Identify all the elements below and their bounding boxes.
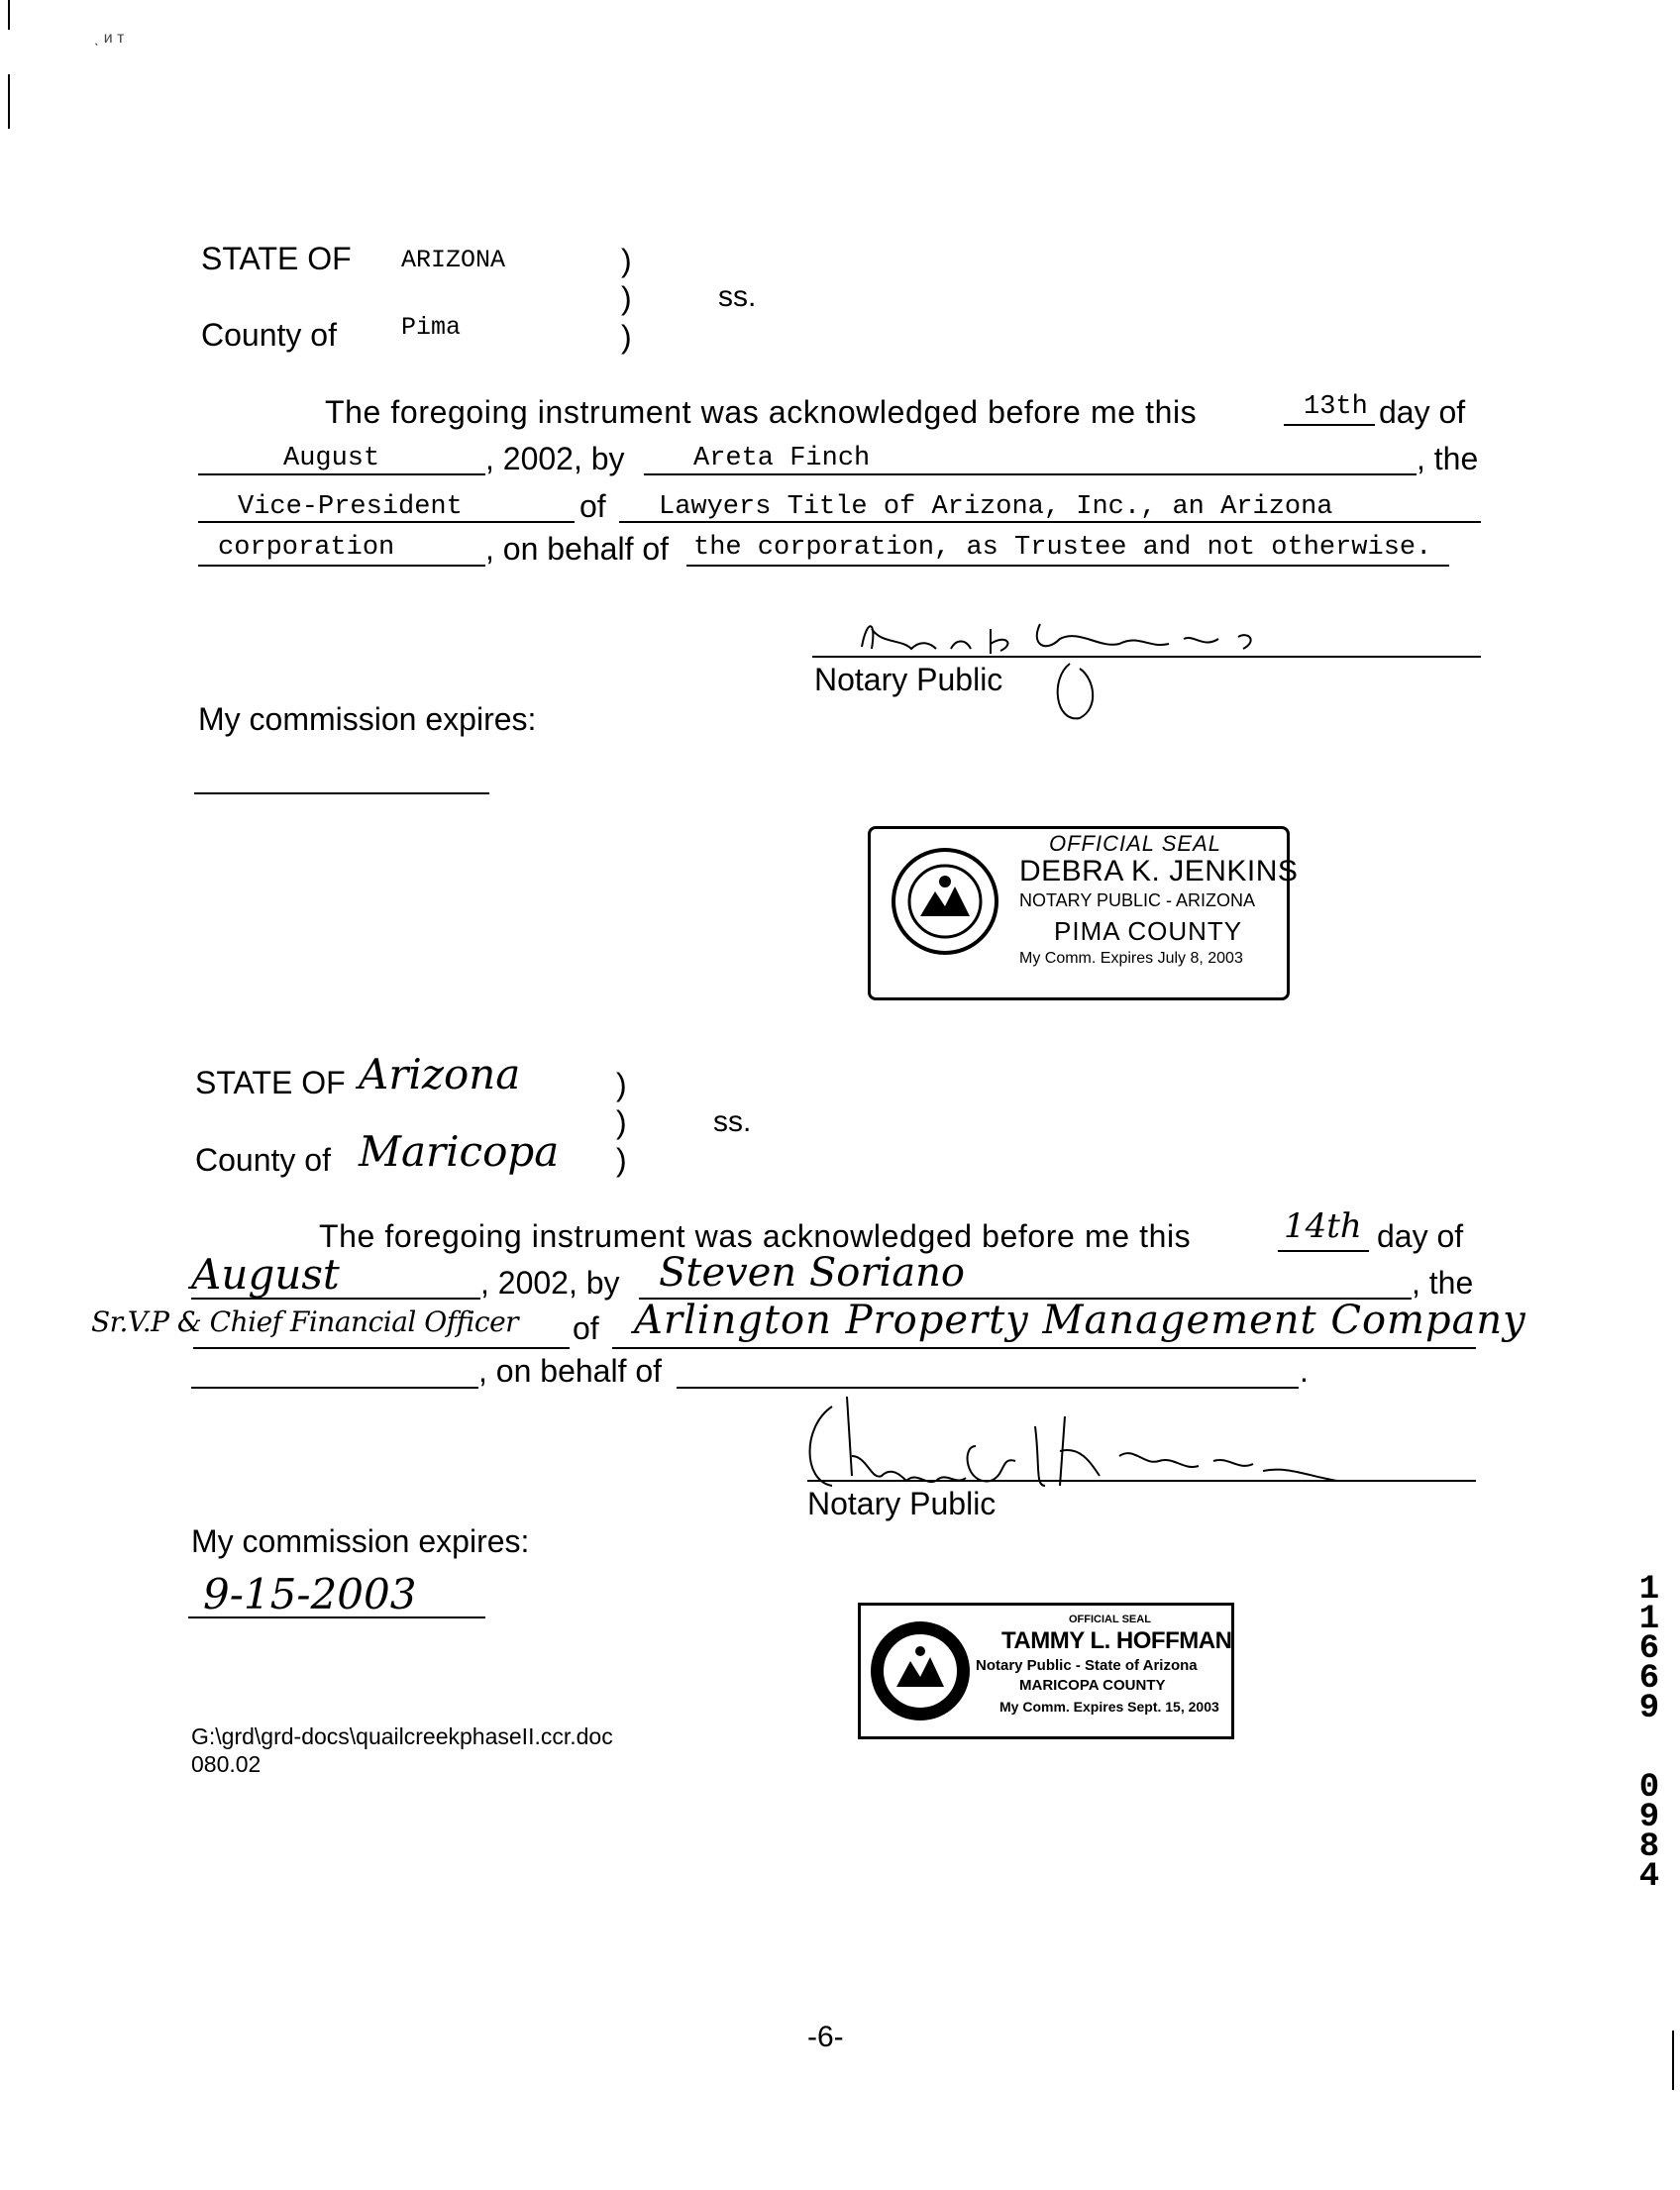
company-value: Arlington Property Management Company bbox=[634, 1298, 1526, 1343]
ack-line2-suffix: , the bbox=[1417, 441, 1479, 476]
county-label: County of bbox=[201, 317, 337, 353]
ack-line1-prefix: The foregoing instrument was acknowledged before me this bbox=[319, 1218, 1192, 1254]
recording-number-bottom: 0 9 8 4 bbox=[1638, 1769, 1660, 1896]
state-label: STATE OF bbox=[201, 241, 352, 276]
state-value: ARIZONA bbox=[401, 246, 506, 274]
official-seal-hoffman bbox=[858, 1603, 1234, 1739]
day-value: 13th bbox=[1304, 392, 1368, 422]
day-underline bbox=[1284, 424, 1375, 426]
commission-value: 9-15-2003 bbox=[203, 1570, 417, 1618]
title-value: Sr.V.P & Chief Financial Officer bbox=[91, 1305, 519, 1338]
behalf-value: the corporation, as Trustee and not otherwise. bbox=[693, 533, 1432, 563]
seal-name: DEBRA K. JENKINS bbox=[1019, 855, 1299, 887]
month-underline bbox=[198, 473, 485, 475]
notary-signature-line bbox=[812, 656, 1481, 658]
ss-label: ss. bbox=[713, 1105, 752, 1138]
behalf-underline bbox=[686, 565, 1449, 567]
seal-line: OFFICIAL SEAL bbox=[1069, 1614, 1151, 1625]
official-seal-jenkins bbox=[868, 826, 1299, 1000]
bracket: ) bbox=[621, 319, 632, 355]
state-value: Arizona bbox=[359, 1050, 521, 1098]
commission-label: My commission expires: bbox=[191, 1523, 530, 1559]
bracket: ) bbox=[616, 1067, 627, 1102]
seal-line: MARICOPA COUNTY bbox=[1019, 1677, 1166, 1694]
entity-value: corporation bbox=[218, 533, 395, 563]
seal-line: NOTARY PUBLIC - ARIZONA bbox=[1019, 890, 1256, 910]
seal-line: PIMA COUNTY bbox=[1054, 916, 1243, 946]
county-value: Maricopa bbox=[359, 1127, 560, 1176]
seal-line: OFFICIAL SEAL bbox=[1049, 831, 1221, 856]
day-value: 14th bbox=[1284, 1206, 1362, 1246]
ack-line2-suffix: , the bbox=[1412, 1265, 1474, 1301]
ack-line1-suffix: day of bbox=[1377, 1218, 1464, 1254]
notary-signature-line bbox=[807, 1480, 1476, 1482]
bracket: ) bbox=[616, 1142, 627, 1178]
scan-edge-mark bbox=[8, 0, 10, 30]
behalf-label: , on behalf of bbox=[478, 1353, 663, 1389]
state-seal-icon bbox=[891, 847, 999, 956]
of-label: of bbox=[579, 488, 606, 524]
scan-edge-mark bbox=[1672, 2031, 1674, 2090]
state-seal-icon bbox=[869, 1619, 972, 1722]
ss-label: ss. bbox=[718, 280, 757, 313]
month-value: August bbox=[191, 1250, 340, 1299]
scan-edge-mark bbox=[8, 74, 10, 129]
seal-line: Notary Public - State of Arizona bbox=[976, 1657, 1198, 1674]
notary-label: Notary Public bbox=[807, 1486, 997, 1521]
doc-code: 080.02 bbox=[191, 1751, 262, 1777]
ack-line2-mid: , 2002, by bbox=[485, 441, 625, 476]
seal-line: My Comm. Expires Sept. 15, 2003 bbox=[999, 1699, 1219, 1715]
state-label: STATE OF bbox=[195, 1065, 346, 1100]
seal-name: TAMMY L. HOFFMAN bbox=[1001, 1627, 1232, 1654]
bracket: ) bbox=[616, 1104, 627, 1140]
commission-label: My commission expires: bbox=[198, 701, 537, 737]
scan-speck-text: ˎ ᴎ ᴛ bbox=[94, 30, 125, 47]
county-value: Pima bbox=[401, 313, 462, 342]
ack-line1-suffix: day of bbox=[1379, 394, 1466, 430]
title-underline bbox=[193, 1347, 570, 1349]
commission-underline bbox=[194, 792, 489, 794]
page-number: -6- bbox=[807, 2021, 844, 2053]
recording-number-top: 1 1 6 6 9 bbox=[1638, 1571, 1660, 1727]
person-value: Areta Finch bbox=[693, 444, 871, 473]
of-label: of bbox=[573, 1310, 599, 1346]
person-underline bbox=[644, 473, 1417, 475]
bracket: ) bbox=[621, 243, 632, 278]
period: . bbox=[1300, 1353, 1309, 1389]
month-value: August bbox=[283, 444, 380, 473]
behalf-label: , on behalf of bbox=[485, 531, 670, 567]
entity-underline bbox=[198, 565, 485, 567]
title-value: Vice-President bbox=[238, 492, 463, 522]
day-underline bbox=[1278, 1250, 1369, 1252]
seal-line: My Comm. Expires July 8, 2003 bbox=[1019, 950, 1243, 967]
company-value: Lawyers Title of Arizona, Inc., an Arizona bbox=[659, 492, 1333, 522]
company-underline bbox=[612, 1347, 1476, 1349]
ack-line1-prefix: The foregoing instrument was acknowledged before me this bbox=[325, 394, 1198, 430]
ack-line2-mid: , 2002, by bbox=[480, 1265, 620, 1301]
county-label: County of bbox=[195, 1142, 331, 1178]
person-value: Steven Soriano bbox=[659, 1250, 965, 1296]
bracket: ) bbox=[621, 280, 632, 316]
entity-underline bbox=[191, 1387, 478, 1389]
notary-label: Notary Public bbox=[814, 662, 1003, 697]
file-path: G:\grd\grd-docs\quailcreekphaseII.ccr.doc bbox=[191, 1723, 613, 1749]
